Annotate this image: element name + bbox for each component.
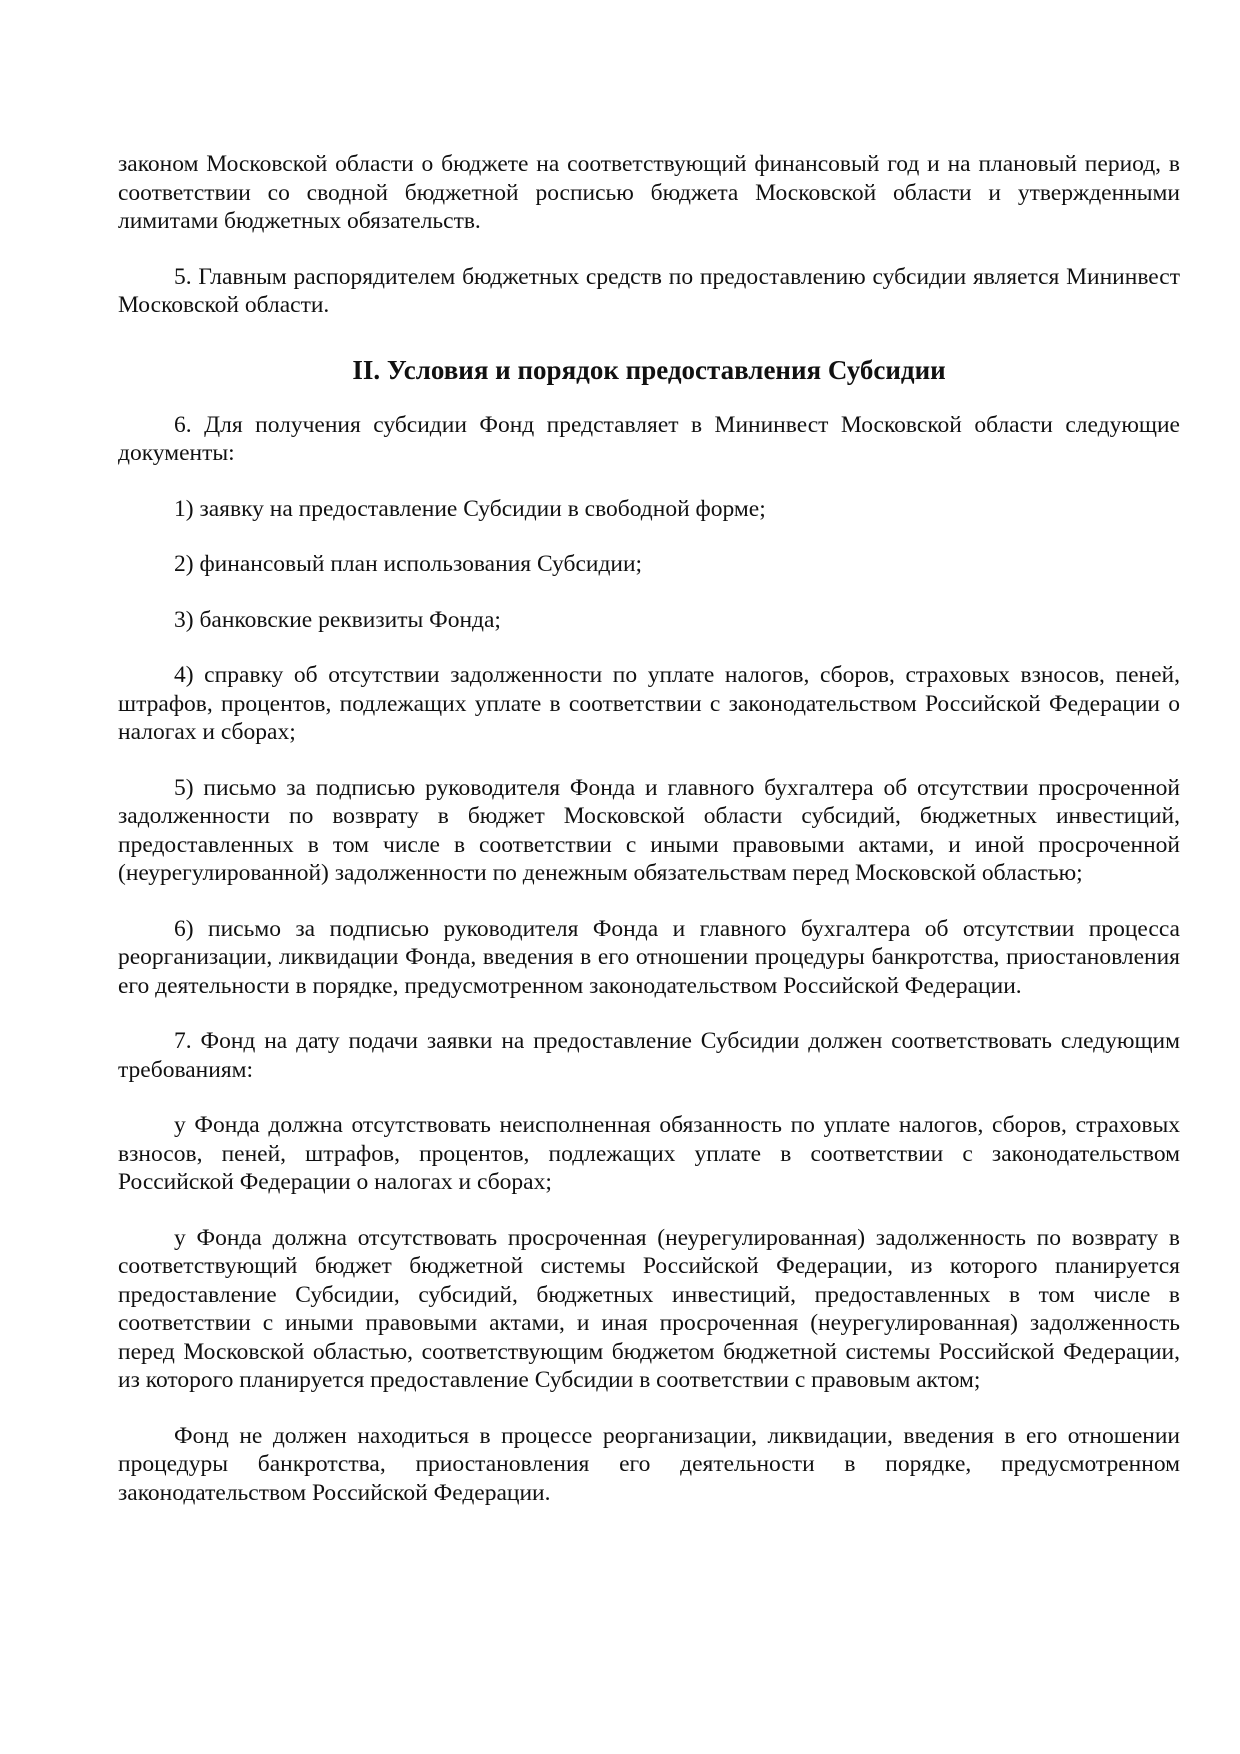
doc-item-1: 1) заявку на предоставление Субсидии в свободной форме; <box>174 495 766 522</box>
paragraph-continuation: законом Московской области о бюджете на соответствующий финансовый год и на плановый период, в соответствии со сводной бюджетной росписью бюджета Московской области и утвержденными лимитами бюджетных обязательств. <box>118 151 1180 234</box>
requirement-2: у Фонда должна отсутствовать просроченная (неурегулированная) задолженность по возврату в соответствующий бюджет бюджетной системы Российской Федерации, из которого планируется предоставление Субсидии, субсидий, бюджетных инвестиций, предоставленных в том числе в соответствии с иными правовыми актами, и иная просроченная (неурегулированная) задолженность перед Московской областью, соответствующим бюджетом бюджетной системы Российской Федерации, из которого планируется предоставление Субсидии в соответствии с правовым актом; <box>118 1224 1180 1393</box>
doc-item-3: 3) банковские реквизиты Фонда; <box>174 606 501 633</box>
paragraph-7: 7. Фонд на дату подачи заявки на предоставление Субсидии должен соответствовать следующим требованиям: <box>118 1028 1180 1083</box>
requirement-3: Фонд не должен находиться в процессе реорганизации, ликвидации, введения в его отношении процедуры банкротства, приостановления его деятельности в порядке, предусмотренном законодательством Российской Федерации. <box>118 1422 1180 1506</box>
doc-item-4: 4) справку об отсутствии задолженности по уплате налогов, сборов, страховых взносов, пеней, штрафов, процентов, подлежащих уплате в соответствии с законодательством Российской Федерации о налогах и сборах; <box>118 662 1180 745</box>
paragraph-6: 6. Для получения субсидии Фонд представляет в Мининвест Московской области следующие документы: <box>118 411 1180 466</box>
document-body <box>118 150 1180 1507</box>
requirement-1: у Фонда должна отсутствовать неисполненная обязанность по уплате налогов, сборов, страховых взносов, пеней, штрафов, процентов, подлежащих уплате в соответствии с законодательством Российской Федерации о налогах и сборах; <box>118 1112 1180 1195</box>
doc-item-5: 5) письмо за подписью руководителя Фонда и главного бухгалтера об отсутствии просроченной задолженности по возврату в бюджет Московской области субсидий, бюджетных инвестиций, предоставленных в том числе в соответствии с иными правовыми актами, и иной просроченной (неурегулированной) задолженности по денежным обязательствам перед Московской областью; <box>118 774 1180 886</box>
section-heading: II. Условия и порядок предоставления Субсидии <box>352 354 946 385</box>
doc-item-2: 2) финансовый план использования Субсидии; <box>174 551 643 577</box>
doc-item-6: 6) письмо за подписью руководителя Фонда и главного бухгалтера об отсутствии процесса реорганизации, ликвидации Фонда, введения в его отношении процедуры банкротства, приостановления его деятельности в порядке, предусмотренном законодательством Российской Федерации. <box>118 915 1180 999</box>
paragraph-5: 5. Главным распорядителем бюджетных средств по предоставлению субсидии является Мининвест Московской области. <box>118 263 1180 318</box>
